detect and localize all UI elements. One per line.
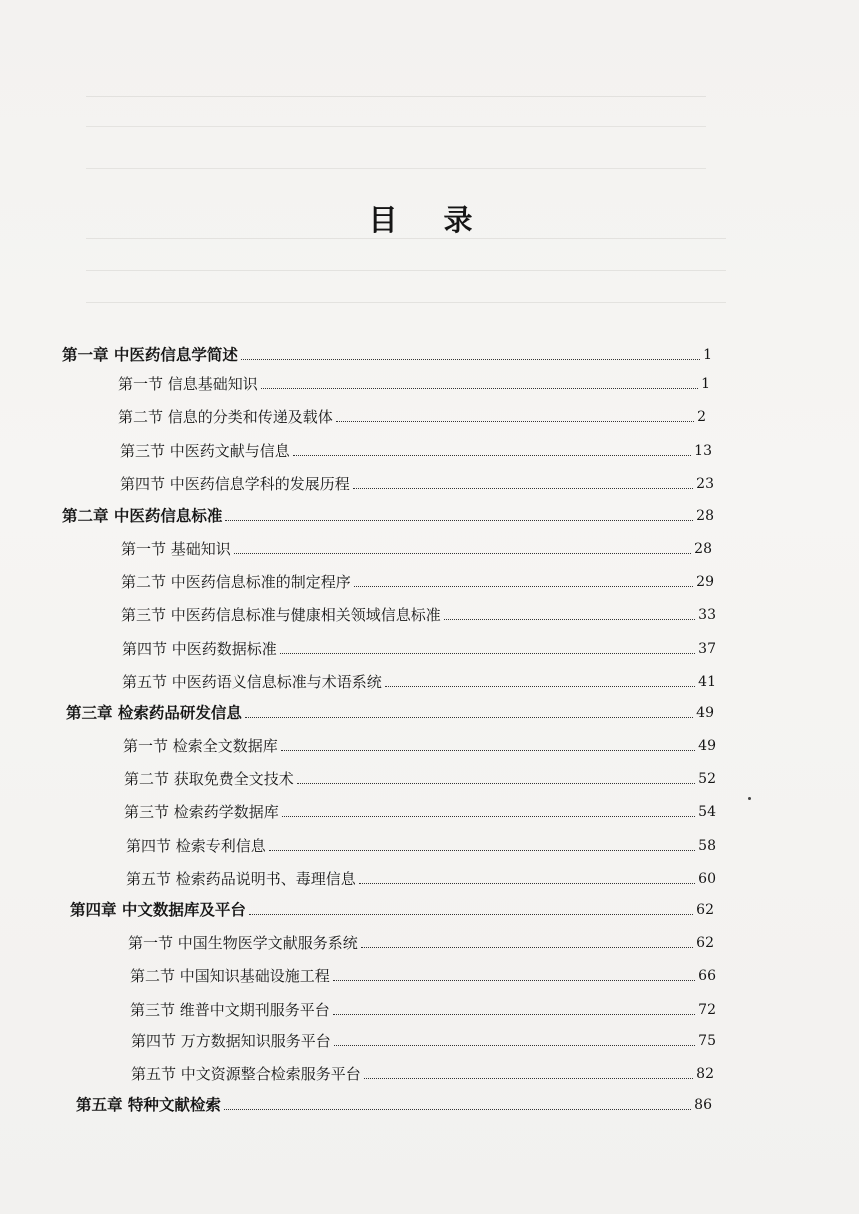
toc-page-number: 54 bbox=[698, 804, 716, 820]
dot-leader bbox=[241, 359, 700, 360]
dot-leader bbox=[385, 686, 695, 687]
toc-section-entry bbox=[122, 666, 716, 692]
toc-page-number: 28 bbox=[696, 508, 714, 524]
toc-section-entry bbox=[131, 1058, 714, 1084]
toc-entry-title: 第五章 特种文献检索 bbox=[76, 1096, 221, 1114]
toc-page-number: 37 bbox=[698, 641, 716, 657]
toc-section-entry bbox=[118, 401, 706, 427]
toc-page-number: 29 bbox=[696, 574, 714, 590]
toc-entry-title: 第一节 中国生物医学文献服务系统 bbox=[128, 934, 358, 952]
bleed-through-line bbox=[86, 302, 726, 304]
toc-entry-title: 第四章 中文数据库及平台 bbox=[70, 901, 246, 919]
dot-leader bbox=[353, 488, 693, 489]
toc-section-entry bbox=[120, 435, 712, 461]
dot-leader bbox=[249, 914, 693, 915]
dot-leader bbox=[333, 1014, 695, 1015]
dot-leader bbox=[224, 1109, 691, 1110]
toc-page-number: 23 bbox=[696, 476, 714, 492]
toc-section-entry bbox=[130, 960, 716, 986]
toc-page-number: 13 bbox=[694, 443, 712, 459]
toc-entry-title: 第一节 检索全文数据库 bbox=[123, 737, 278, 755]
toc-chapter-entry bbox=[76, 1089, 712, 1115]
toc-entry-title: 第二节 中国知识基础设施工程 bbox=[130, 967, 330, 985]
bleed-through-line bbox=[86, 270, 726, 272]
toc-chapter-entry bbox=[66, 697, 714, 723]
page-title: 目 录 bbox=[368, 203, 491, 237]
toc-page-number: 49 bbox=[696, 705, 714, 721]
toc-section-entry bbox=[118, 368, 710, 394]
toc-entry-title: 第三节 检索药学数据库 bbox=[124, 803, 279, 821]
ink-speck bbox=[748, 797, 751, 800]
toc-section-entry bbox=[128, 927, 714, 953]
toc-entry-title: 第四节 中医药数据标准 bbox=[122, 640, 277, 658]
toc-entry-title: 第一节 信息基础知识 bbox=[118, 375, 258, 393]
dot-leader bbox=[280, 653, 695, 654]
toc-entry-title: 第二章 中医药信息标准 bbox=[62, 507, 223, 525]
toc-page-number: 28 bbox=[694, 541, 712, 557]
toc-page-number: 58 bbox=[698, 838, 716, 854]
dot-leader bbox=[234, 553, 691, 554]
bleed-through-line bbox=[86, 96, 706, 98]
dot-leader bbox=[359, 883, 695, 884]
toc-section-entry bbox=[130, 994, 716, 1020]
toc-section-entry bbox=[120, 468, 714, 494]
toc-chapter-entry bbox=[62, 339, 712, 365]
bleed-through-line bbox=[86, 168, 706, 170]
dot-leader bbox=[354, 586, 693, 587]
toc-section-entry bbox=[121, 533, 712, 559]
toc-entry-title: 第二节 获取免费全文技术 bbox=[124, 770, 294, 788]
toc-section-entry bbox=[123, 730, 716, 756]
dot-leader bbox=[297, 783, 695, 784]
dot-leader bbox=[282, 816, 695, 817]
toc-entry-title: 第二节 中医药信息标准的制定程序 bbox=[121, 573, 351, 591]
toc-page-number: 60 bbox=[698, 871, 716, 887]
toc-page-number: 52 bbox=[698, 771, 716, 787]
toc-entry-title: 第三章 检索药品研发信息 bbox=[66, 704, 242, 722]
bleed-through-line bbox=[86, 126, 706, 128]
dot-leader bbox=[444, 619, 695, 620]
toc-section-entry bbox=[122, 633, 716, 659]
toc-entry-title: 第四节 检索专利信息 bbox=[126, 837, 266, 855]
dot-leader bbox=[261, 388, 698, 389]
toc-chapter-entry bbox=[70, 894, 714, 920]
toc-page-number: 62 bbox=[696, 902, 714, 918]
toc-page-number: 86 bbox=[694, 1097, 712, 1113]
dot-leader bbox=[361, 947, 693, 948]
dot-leader bbox=[333, 980, 695, 981]
dot-leader bbox=[269, 850, 695, 851]
toc-page-number: 49 bbox=[698, 738, 716, 754]
toc-chapter-entry bbox=[62, 500, 714, 526]
toc-entry-title: 第五节 中医药语义信息标准与术语系统 bbox=[122, 673, 382, 691]
dot-leader bbox=[225, 520, 693, 521]
toc-page-number: 1 bbox=[703, 347, 712, 363]
toc-entry-title: 第四节 中医药信息学科的发展历程 bbox=[120, 475, 350, 493]
toc-entry-title: 第五节 中文资源整合检索服务平台 bbox=[131, 1065, 361, 1083]
toc-page-number: 33 bbox=[698, 607, 716, 623]
toc-section-entry bbox=[126, 863, 716, 889]
dot-leader bbox=[281, 750, 695, 751]
toc-page-number: 75 bbox=[698, 1033, 716, 1049]
toc-page-number: 82 bbox=[696, 1066, 714, 1082]
dot-leader bbox=[334, 1045, 695, 1046]
toc-page-number: 1 bbox=[701, 376, 710, 392]
toc-section-entry bbox=[131, 1025, 716, 1051]
toc-section-entry bbox=[121, 566, 714, 592]
dot-leader bbox=[336, 421, 694, 422]
toc-section-entry bbox=[121, 599, 716, 625]
toc-entry-title: 第一章 中医药信息学简述 bbox=[62, 346, 238, 364]
toc-entry-title: 第五节 检索药品说明书、毒理信息 bbox=[126, 870, 356, 888]
toc-section-entry bbox=[124, 796, 716, 822]
toc-page-number: 2 bbox=[697, 409, 706, 425]
toc-entry-title: 第二节 信息的分类和传递及载体 bbox=[118, 408, 333, 426]
toc-page-number: 62 bbox=[696, 935, 714, 951]
toc-page-number: 66 bbox=[698, 968, 716, 984]
dot-leader bbox=[293, 455, 691, 456]
toc-page-number: 72 bbox=[698, 1002, 716, 1018]
toc-entry-title: 第四节 万方数据知识服务平台 bbox=[131, 1032, 331, 1050]
toc-entry-title: 第三节 中医药文献与信息 bbox=[120, 442, 290, 460]
toc-section-entry bbox=[126, 830, 716, 856]
dot-leader bbox=[245, 717, 693, 718]
toc-section-entry bbox=[124, 763, 716, 789]
toc-entry-title: 第一节 基础知识 bbox=[121, 540, 231, 558]
toc-entry-title: 第三节 维普中文期刊服务平台 bbox=[130, 1001, 330, 1019]
toc-page-number: 41 bbox=[698, 674, 716, 690]
toc-entry-title: 第三节 中医药信息标准与健康相关领域信息标准 bbox=[121, 606, 441, 624]
dot-leader bbox=[364, 1078, 693, 1079]
